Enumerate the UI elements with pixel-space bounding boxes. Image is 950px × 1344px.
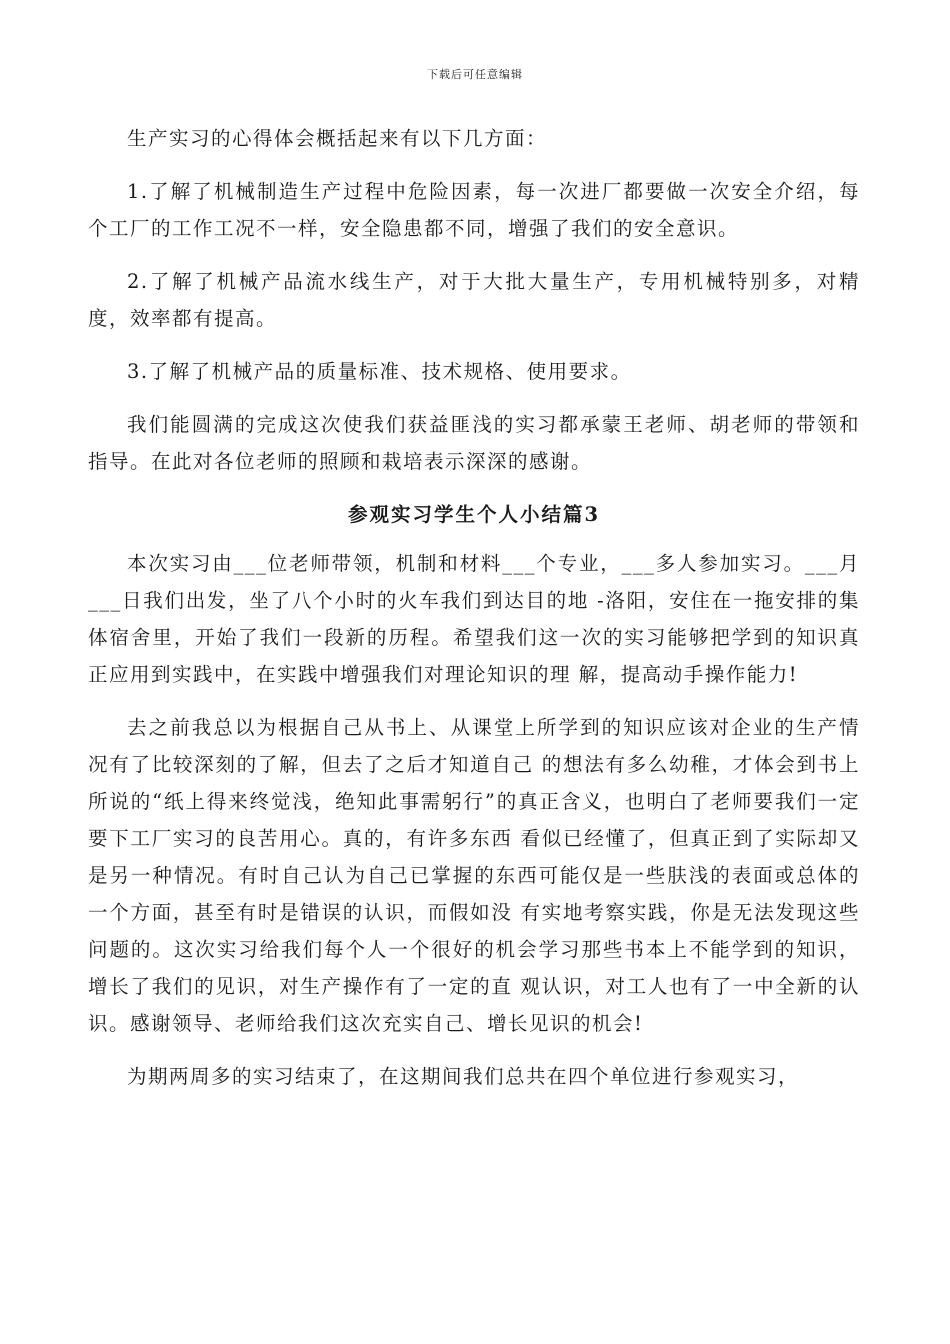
- paragraph-point-2: 2.了解了机械产品流水线生产，对于大批大量生产，专用机械特别多，对精度，效率都有提高。: [88, 270, 860, 330]
- paragraph-conclusion-start: 为期两周多的实习结束了，在这期间我们总共在四个单位进行参观实习，: [127, 1065, 800, 1088]
- paragraph-reflection: 去之前我总以为根据自己从书上、从课堂上所学到的知识应该对企业的生产情况有了比较深刻的了解，但去了之后才知道自己 的想法有多么幼稚，才体会到书上所说的“纸上得来终觉浅，绝知此事需躬行”的真正含义，也明白了老师要我们一定要下工厂实习的良苦用心。真的，有许多东西 看似已经懂了，但真正到了实际却又是另一种情况。有时自己认为自己已掌握的东西可能仅是一些肤浅的表面或总体的一个方面，甚至有时是错误的认识，而假如没 有实地考察实践，你是无法发现这些问题的。这次实习给我们每个人一个很好的机会学习那些书本上不能学到的知识，增长了我们的见识，对生产操作有了一定的直 观认识，对工人也有了一中全新的认识。感谢领导、老师给我们这次充实自己、增长见识的机会!: [88, 716, 860, 1035]
- paragraph-internship-intro: 本次实习由___位老师带领，机制和材料___个专业，___多人参加实习。___月___日我们出发，坐了八个小时的火车我们到达目的地 -洛阳，安住在一拖安排的集体宿舍里，开始了我们一段新的历程。希望我们这一次的实习能够把学到的知识真正应用到实践中，在实践中增强我们对理论知识的理 解，提高动手操作能力!: [88, 552, 860, 686]
- paragraph-point-3: 3.了解了机械产品的质量标准、技术规格、使用要求。: [127, 360, 632, 383]
- document-body: [88, 120, 860, 1111]
- paragraph-thanks: 我们能圆满的完成这次使我们获益匪浅的实习都承蒙王老师、胡老师的带领和指导。在此对各位老师的照顾和栽培表示深深的感谢。: [88, 413, 860, 473]
- paragraph-summary-intro: 生产实习的心得体会概括起来有以下几方面：: [127, 127, 548, 150]
- header-note: 下载后可任意编辑: [427, 68, 523, 81]
- paragraph-point-1: 1.了解了机械制造生产过程中危险因素，每一次进厂都要做一次安全介绍，每个工厂的工作工况不一样，安全隐患都不同，增强了我们的安全意识。: [88, 180, 860, 240]
- section-title: 参观实习学生个人小结篇3: [347, 503, 601, 526]
